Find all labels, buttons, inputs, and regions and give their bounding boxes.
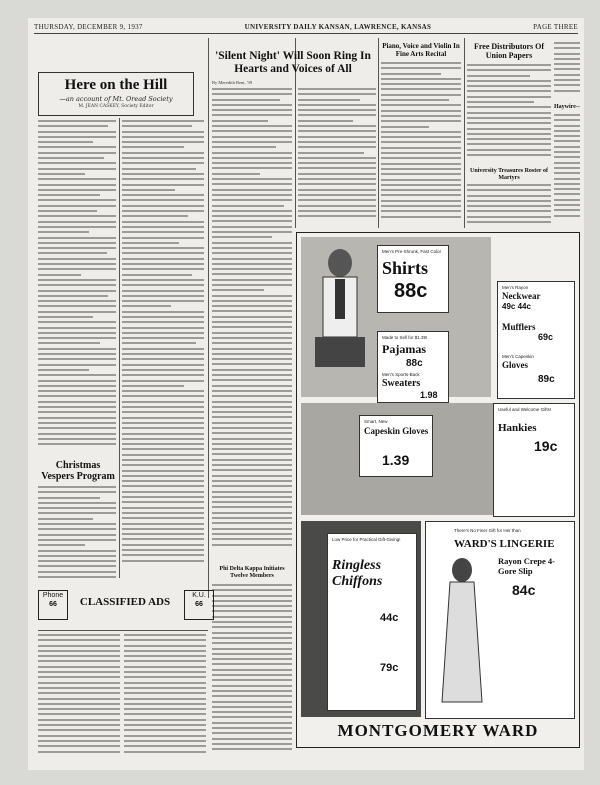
free-distributors-text (467, 64, 551, 164)
piano-text (381, 62, 461, 227)
neckwear-card: Men's Rayon Neckwear 49c 44c Mufflers 69c Men's Capeskin Gloves 89c (497, 281, 575, 399)
right-edge-text (554, 42, 580, 102)
masthead (34, 21, 578, 34)
hankies-card: Useful and Welcome Gifts! Hankies 19c (493, 403, 575, 517)
shirts-card: Men's Pre-Shrunk, Fast Color Shirts 88c (377, 245, 449, 313)
haywire-headline: Haywire-- (554, 104, 580, 110)
vespers-headline: Christmas Vespers Program (41, 460, 115, 482)
man-illustration (305, 243, 375, 373)
silent-night-text (212, 88, 292, 568)
classified-ads-header (38, 586, 214, 626)
masthead-page: PAGE THREE (533, 23, 578, 31)
society-column-text-2 (122, 120, 204, 580)
brand-name: MONTGOMERY WARD (337, 721, 539, 740)
here-on-the-hill-box (38, 72, 194, 116)
phone-box-right: K.U. 66 (184, 590, 214, 620)
silent-night-text-2 (298, 88, 376, 228)
masthead-date: THURSDAY, DECEMBER 9, 1937 (34, 23, 143, 31)
hill-editor: M. JEAN CASKEY, Society Editor (78, 104, 154, 109)
silent-night-headline: 'Silent Night' Will Soon Ring In Hearts and Voices of All (215, 50, 371, 75)
lingerie-card: There's No Finer Gift for Her than WARD'S LINGERIE Rayon Crepe 4-Gore Slip 84c (425, 521, 575, 719)
capeskin-card: Smart, New Capeskin Gloves 1.39 (359, 415, 433, 477)
classified-rule (38, 630, 208, 631)
column-rule (208, 38, 209, 598)
newspaper-page (28, 18, 584, 770)
vespers-text (38, 486, 116, 581)
column-rule (119, 118, 120, 578)
woman-illustration (432, 552, 492, 712)
phi-delta-text (212, 584, 292, 759)
classified-column-2 (124, 634, 206, 762)
classified-column-1 (38, 634, 120, 762)
montgomery-ward-ad (296, 232, 580, 748)
chiffons-card: Low Price for Practical Gift-Giving! Ringless Chiffons 44c 79c (327, 533, 417, 711)
silent-night-byline: By Meredith Bent, '39 (212, 80, 253, 85)
column-rule (378, 38, 379, 228)
hill-subtitle: —an account of Mt. Oread Society (59, 95, 173, 103)
phone-box-left: Phone 66 (38, 590, 68, 620)
pajamas-card: Made to Sell for $1.39! Pajamas 88c Men's Sports-Back Sweaters 1.98 (377, 331, 449, 403)
society-column-text (38, 120, 116, 460)
column-rule (464, 38, 465, 228)
haywire-text (554, 114, 580, 224)
piano-headline: Piano, Voice and Violin In Fine Arts Recital (382, 42, 460, 58)
masthead-paper: UNIVERSITY DAILY KANSAN, LAWRENCE, KANSAS (244, 23, 432, 31)
phi-delta-headline: Phi Delta Kappa Initiates Twelve Members (219, 566, 285, 579)
hill-title: Here on the Hill (64, 77, 168, 93)
university-text (467, 184, 551, 228)
free-distributors-headline: Free Distributors Of Union Papers (473, 42, 545, 60)
university-headline: University Treasures Roster of Martyrs (470, 168, 548, 181)
classified-title: CLASSIFIED ADS (79, 596, 171, 608)
